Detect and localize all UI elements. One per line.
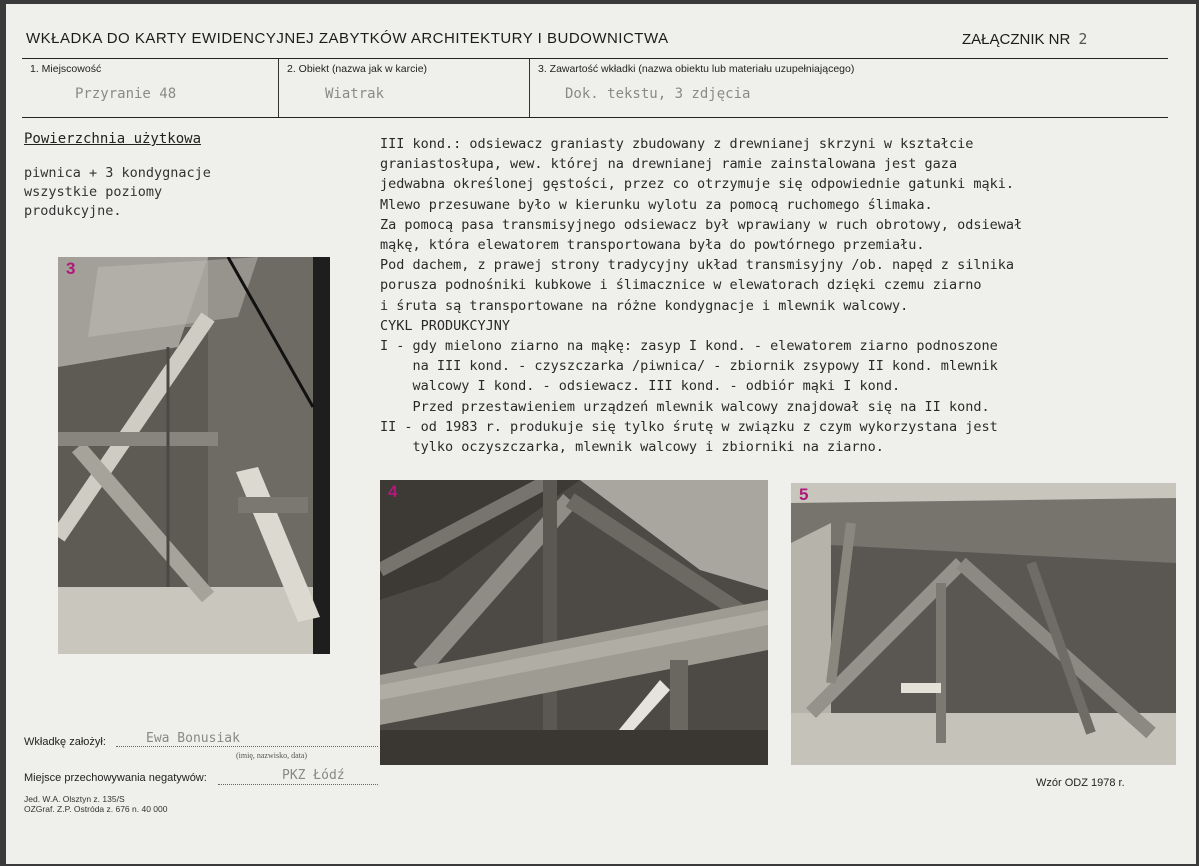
photo-4-image <box>380 480 768 765</box>
photo-3-number: 3 <box>66 259 76 278</box>
object-value: Wiatrak <box>325 86 385 102</box>
prepared-by-value: Ewa Bonusiak <box>146 731 240 746</box>
negatives-storage-line <box>218 784 378 785</box>
header-rule <box>22 58 1168 59</box>
description-text: III kond.: odsiewacz graniasty zbudowany z drewnianej skrzyni w kształcie graniastosłupa, wew. której na drewnianej ramie zainstalowana jest gaza jedwabna określonej gęstości, przez co otrzymuje się odpowiednie gatunki mąki. Mlewo przesuwane było w kierunku wylotu za pomocą ruchomego ślimaka. Za pomocą pasa transmisyjnego odsiewacz był wprawiany w ruch obrotowy, odsiewał mąkę, która elewatorem transportowana była do powtórnego przemiału. Pod dachem, z prawej strony tradycyjny układ transmisyjny /ob. napęd z silnika porusza podnośniki kubkowe i ślimacznice w elewatorach dzięki czemu ziarno i śruta są transportowane na różne kondygnacje i mlewnik walcowy. CYKL PRODUKCYJNY I - gdy mielono ziarno na mąkę: zasyp I kond. - elewatorem ziarno podnoszone na III kond. - czyszczarka /piwnica/ - zbiornik zsypowy II kond. mlewnik walcowy I kond. - odsiewacz. III kond. - odbiór mąki I kond. Przed przestawieniem urządzeń mlewnik walcowy znajdował się na II kond. II - od 1983 r. produkuje się tylko śrutę w związku z czym wykorzystana jest tylko oczyszczarka, mlewnik walcowy i zbiorniki na ziarno. <box>380 136 1023 456</box>
negatives-storage-label: Miejsce przechowywania negatywów: <box>24 772 207 784</box>
prepared-by-label: Wkładkę założył: <box>24 736 106 748</box>
photo-5 <box>791 483 1176 765</box>
annex-label <box>962 30 1087 48</box>
card-title: WKŁADKA DO KARTY EWIDENCYJNEJ ZABYTKÓW ARCHITEKTURY I BUDOWNICTWA <box>26 30 669 47</box>
annex-label-text: ZAŁĄCZNIK NR <box>962 31 1071 48</box>
locality-label: 1. Miejscowość <box>30 63 102 75</box>
print-info: Jed. W.A. Olsztyn z. 135/S OZGraf. Z.P. Ostróda z. 676 n. 40 000 <box>24 794 168 814</box>
photo-3 <box>58 257 330 654</box>
negatives-storage-value: PKZ Łódź <box>282 768 345 783</box>
template-note: Wzór ODZ 1978 r. <box>1036 777 1125 789</box>
field-divider-1 <box>278 59 279 117</box>
photo-4-number: 4 <box>388 482 398 501</box>
prepared-by-caption: (imię, nazwisko, data) <box>236 751 308 760</box>
locality-value: Przyranie 48 <box>75 86 177 102</box>
prepared-by-line <box>116 746 378 747</box>
contents-value: Dok. tekstu, 3 zdjęcia <box>565 86 751 102</box>
fields-rule <box>22 117 1168 118</box>
field-divider-2 <box>529 59 530 117</box>
photo-5-image <box>791 483 1176 765</box>
photo-5-number: 5 <box>799 485 809 504</box>
annex-number: 2 <box>1078 30 1088 48</box>
usable-area-heading: Powierzchnia użytkowa <box>24 131 202 147</box>
object-label: 2. Obiekt (nazwa jak w karcie) <box>287 63 428 75</box>
contents-label: 3. Zawartość wkładki (nazwa obiektu lub materiału uzupełniającego) <box>538 63 855 75</box>
photo-3-image <box>58 257 330 654</box>
photo-4 <box>380 480 768 765</box>
usable-area-text: piwnica + 3 kondygnacje wszystkie poziomy produkcyjne. <box>24 165 211 219</box>
